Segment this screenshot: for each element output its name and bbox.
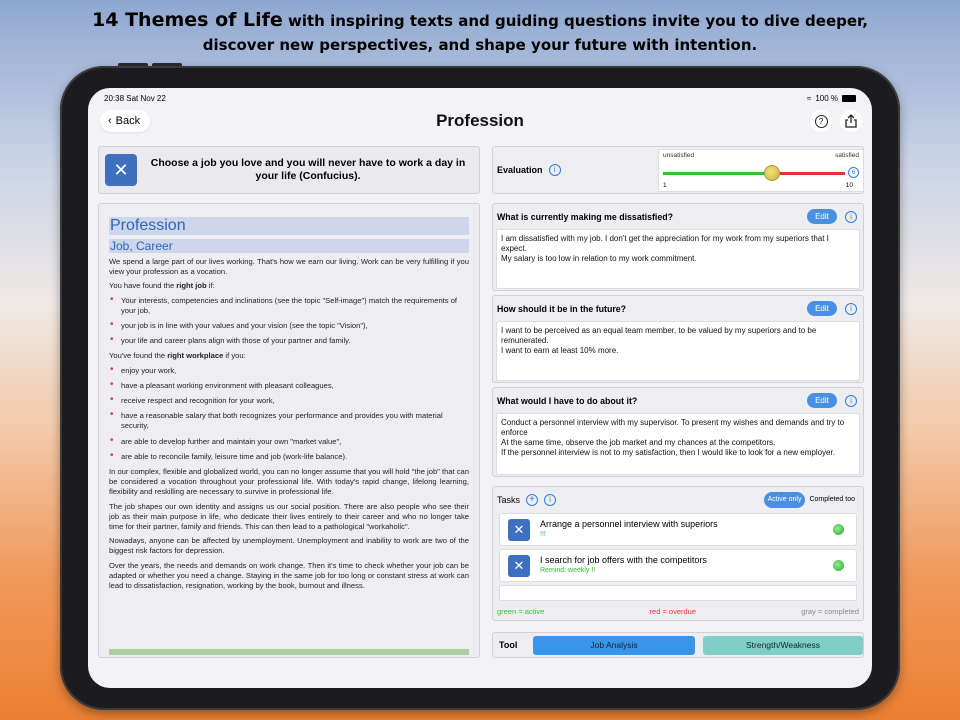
tools-icon: ✕	[508, 519, 530, 541]
job-analysis-button[interactable]: Job Analysis	[533, 636, 695, 655]
slider-max-label: 10	[845, 182, 853, 189]
battery-icon	[842, 95, 856, 102]
app-screen	[88, 88, 872, 688]
slider-min-label: 1	[663, 182, 667, 189]
task-list-blank	[499, 585, 857, 601]
info-icon[interactable]: i	[544, 494, 556, 506]
info-icon[interactable]: i	[845, 395, 857, 407]
article-paragraph: In our complex, flexible and globalized world, you can no longer assume that you will hold "the job" that can be considered a vocation throughout your professional life. With today's rapid change, lifelong learning, flexibility and reskilling are necessary to survive in professional life.	[109, 467, 469, 497]
list-item: • your job is in line with your values and your vision (see the topic "Vision"),	[109, 321, 469, 331]
edit-button[interactable]: Edit	[807, 301, 837, 316]
list-item: • your life and career plans align with those of your partner and family.	[109, 336, 469, 346]
wifi-icon: ≈	[806, 94, 812, 103]
quote-box	[98, 146, 480, 194]
slider-label-unsatisfied: unsatisfied	[663, 152, 695, 159]
tools-icon: ✕	[105, 154, 137, 186]
slider-track-filled	[663, 172, 772, 175]
task-title: I search for job offers with the competitors	[540, 555, 707, 565]
task-filter	[764, 492, 859, 508]
article-paragraph: Nowadays, anyone can be affected by unemployment. Unemployment and inability to work are two of the biggest risk factors for depression.	[109, 536, 469, 556]
promo-headline-big: 14 Themes of Life	[92, 9, 283, 31]
tasks-panel	[492, 486, 864, 621]
promo-line2: discover new perspectives, and shape your future with intention.	[202, 36, 758, 54]
info-icon[interactable]: i	[845, 303, 857, 315]
navigation-bar	[88, 108, 872, 144]
workplace-intro: You've found the right workplace if you:	[109, 351, 246, 361]
promo-banner	[0, 8, 960, 56]
question-panel-action	[492, 387, 864, 477]
list-item: • Your interests, competencies and inclinations (see the topic "Self-image") match the requirements of your job,	[109, 296, 469, 316]
legend-red: red = overdue	[649, 607, 697, 616]
list-item: • are able to reconcile family, leisure time and job (work-life balance).	[109, 452, 469, 462]
list-item: • are able to develop further and maintain your own "market value",	[109, 437, 469, 447]
slider-label-satisfied: satisfied	[835, 152, 859, 159]
status-dot	[833, 524, 844, 535]
edit-button[interactable]: Edit	[807, 209, 837, 224]
question-title: What would I have to do about it?	[497, 396, 638, 406]
promo-headline-rest: with inspiring texts and guiding questions invite you to dive deeper,	[282, 12, 868, 30]
chevron-left-icon: ‹	[108, 115, 112, 127]
list-item: • receive respect and recognition for your work,	[109, 396, 469, 406]
info-icon[interactable]: i	[549, 164, 561, 176]
battery-label: 100 %	[815, 94, 838, 103]
list-item: • have a pleasant working environment with pleasant colleagues,	[109, 381, 469, 391]
answer-text[interactable]: I want to be perceived as an equal team member, to be valued by my superiors and to be remunerated. I want to earn at least 10% more.	[496, 321, 860, 381]
list-item: • enjoy your work,	[109, 366, 469, 376]
status-dot	[833, 560, 844, 571]
share-icon	[845, 114, 857, 128]
tablet-device	[60, 66, 900, 710]
quote-text: Choose a job you love and you will never have to work a day in your life (Confucius).	[150, 157, 466, 182]
question-panel-future	[492, 295, 864, 383]
info-icon[interactable]: i	[845, 211, 857, 223]
answer-text[interactable]: Conduct a personnel interview with my supervisor. To present my wishes and demands and try to enforce At the same time, observe the job market and my chances at the competitors. If the personnel interview is not to my satisfaction, then I would like to look for a new employer.	[496, 413, 860, 475]
article-heading: Profession	[109, 217, 469, 235]
slider-thumb[interactable]	[764, 165, 780, 181]
legend-green: green = active	[497, 607, 545, 616]
status-legend	[497, 607, 859, 616]
question-panel-dissatisfied	[492, 203, 864, 291]
right-job-intro: You have found the right job if:	[109, 281, 215, 291]
article-paragraph: The job shapes our own identity and assigns us our social position. There are also people who see their job as their main purpose in life, who dedicate their lives entirely to their career and who no longer take time for their partner, family and friends. This can then lead to a pathological "workaholic".	[109, 501, 469, 532]
filter-completed-too[interactable]: Completed too	[809, 496, 855, 503]
evaluation-label: Evaluation	[497, 165, 543, 175]
slider-value-badge: 6	[848, 167, 859, 178]
list-item: • have a reasonable salary that both recognizes your performance and provides you with material security,	[109, 411, 469, 431]
edit-button[interactable]: Edit	[807, 393, 837, 408]
back-label: Back	[115, 115, 141, 127]
article-panel	[98, 203, 480, 658]
right-job-list	[109, 296, 469, 347]
legend-gray: gray = completed	[801, 607, 859, 616]
task-priority: !!!	[540, 531, 546, 538]
question-icon: ?	[815, 115, 828, 128]
status-time: 20:38 Sat Nov 22	[104, 94, 166, 103]
question-title: How should it be in the future?	[497, 304, 627, 314]
task-reminder: Remind: weekly !!	[540, 567, 596, 574]
tool-bar	[492, 632, 864, 658]
evaluation-panel	[492, 146, 864, 194]
task-item[interactable]	[499, 549, 857, 582]
workplace-list	[109, 366, 469, 462]
article-paragraph: Over the years, the needs and demands on work change. Then it's time to check whether your job can be adapted or whether you need a change. Staying in the same job for too long or constant stress at work can lead to dissatisfaction, resignation, working by the book, burnout and illness.	[109, 560, 469, 591]
task-title: Arrange a personnel interview with superiors	[540, 519, 718, 529]
filter-active-only[interactable]: Active only	[764, 492, 806, 508]
add-task-button[interactable]: +	[526, 494, 538, 506]
help-button[interactable]	[810, 110, 832, 132]
answer-text[interactable]: I am dissatisfied with my job. I don't get the appreciation for my work from my superiors that I expect. My salary is too low in relation to my work commitment.	[496, 229, 860, 289]
slider-track-remaining	[772, 172, 845, 175]
article-subheading: Job, Career	[109, 239, 469, 253]
article-intro: We spend a large part of our lives working. That's how we earn our living. Work can be very fulfilling if you view your profession as a vocation.	[109, 257, 469, 277]
share-button[interactable]	[840, 110, 862, 132]
tasks-label: Tasks	[497, 495, 521, 505]
tool-label: Tool	[499, 640, 518, 650]
satisfaction-slider[interactable]	[658, 149, 864, 192]
strength-weakness-button[interactable]: Strength/Weakness	[703, 636, 863, 655]
question-title: What is currently making me dissatisfied?	[497, 212, 673, 222]
tools-icon: ✕	[508, 555, 530, 577]
page-title: Profession	[436, 111, 524, 130]
scroll-indicator	[109, 649, 469, 655]
status-bar	[104, 94, 856, 106]
task-item[interactable]	[499, 513, 857, 546]
